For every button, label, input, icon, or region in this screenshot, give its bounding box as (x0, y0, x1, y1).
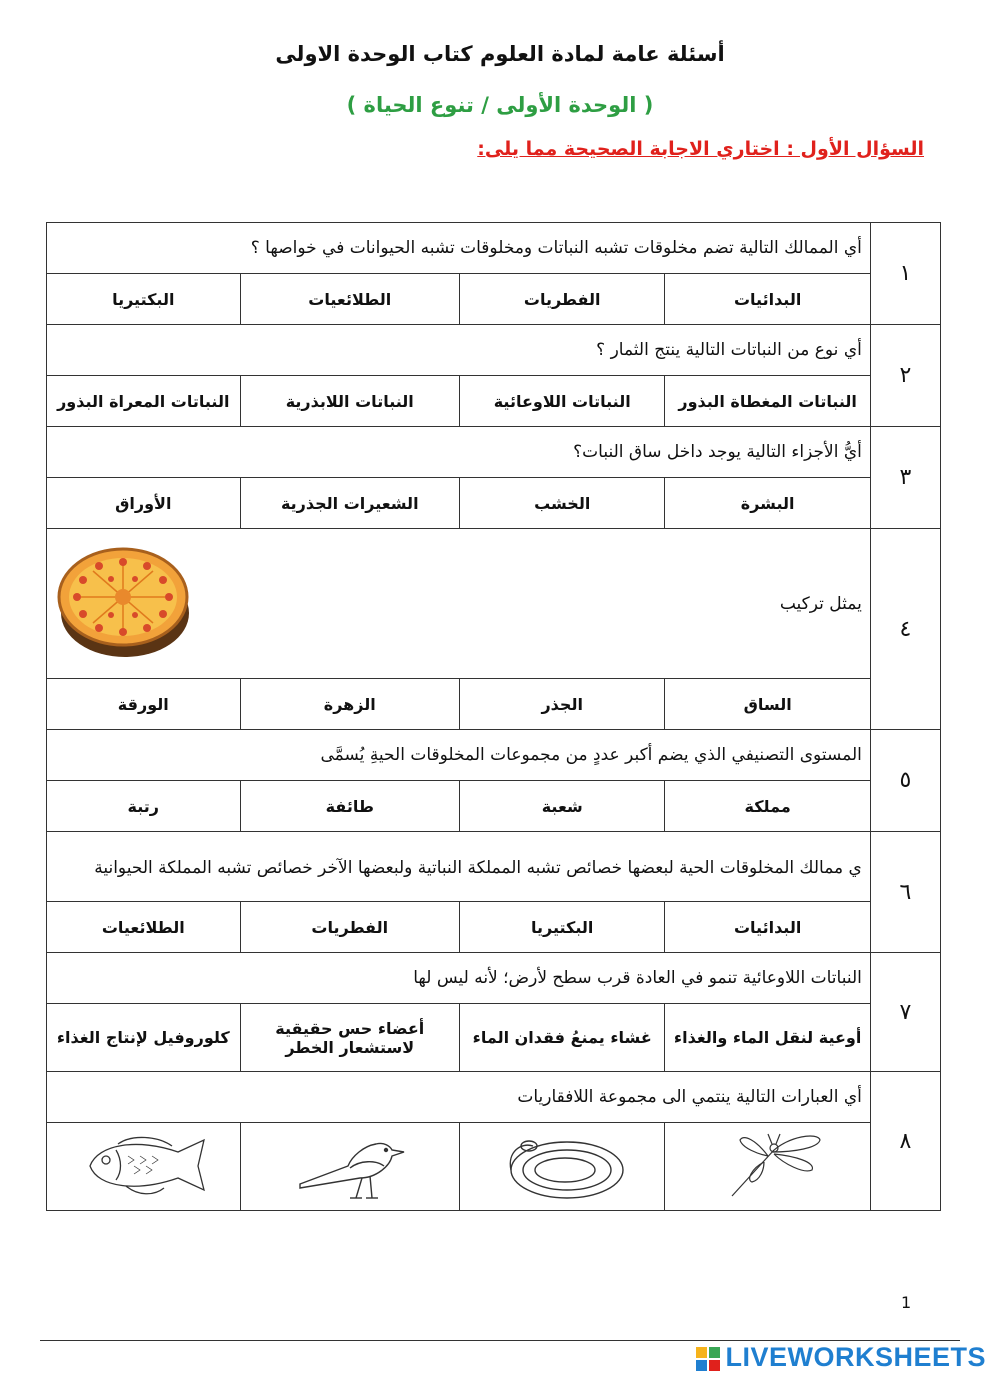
brand-name: LIVEWORKSHEETS (725, 1342, 986, 1372)
dragonfly-image (708, 1126, 828, 1204)
question-text: المستوى التصنيفي الذي يضم أكبر عددٍ من مجموعات المخلوقات الحيةِ يُسمَّى (47, 730, 871, 781)
answer-option[interactable]: أعضاء حس حقيقية لاستشعار الخطر (240, 1004, 459, 1072)
answer-option[interactable]: النباتات المغطاة البذور (665, 376, 870, 427)
unit-subtitle: ( الوحدة الأولى / تنوع الحياة ) (346, 93, 654, 117)
answer-option[interactable]: طائفة (240, 781, 459, 832)
answer-option[interactable]: البكتيريا (459, 902, 664, 953)
page-title: أسئلة عامة لمادة العلوم كتاب الوحدة الاولى (275, 42, 725, 66)
question-text: أي العبارات التالية ينتمي الى مجموعة اللافقاريات (47, 1072, 871, 1123)
question-text: ي ممالك المخلوقات الحية لبعضها خصائص تشبه المملكة النباتية ولبعضها الآخر خصائص تشبه المملكة الحيوانية (47, 832, 871, 902)
question-number: ٣ (870, 427, 940, 529)
question-text: يمثل تركيب (779, 593, 862, 614)
answer-option[interactable]: الفطريات (459, 274, 664, 325)
bird-image (280, 1126, 420, 1204)
answer-option[interactable]: الطلائعيات (47, 902, 241, 953)
answer-option[interactable]: مملكة (665, 781, 870, 832)
answer-option[interactable]: البدائيات (665, 274, 870, 325)
question-number: ٥ (870, 730, 940, 832)
answer-option[interactable]: البكتيريا (47, 274, 241, 325)
question-text: أي نوع من النباتات التالية ينتج الثمار ؟ (47, 325, 871, 376)
answer-option[interactable]: الفطريات (240, 902, 459, 953)
answer-option[interactable]: الأوراق (47, 478, 241, 529)
question-number: ١ (870, 223, 940, 325)
answer-option-insect[interactable] (665, 1123, 870, 1211)
question-text: النباتات اللاوعائية تنمو في العادة قرب سطح لأرض؛ لأنه ليس لها (47, 953, 871, 1004)
snake-image (487, 1126, 637, 1204)
answer-option[interactable]: البدائيات (665, 902, 870, 953)
question-text: أي الممالك التالية تضم مخلوقات تشبه النباتات ومخلوقات تشبه الحيوانات في خواصها ؟ (47, 223, 871, 274)
answer-option[interactable]: شعبة (459, 781, 664, 832)
question-heading: السؤال الأول : اختاري الاجابة الصحيحة مما يلى: (477, 138, 924, 160)
answer-option[interactable]: الخشب (459, 478, 664, 529)
answer-option[interactable]: الورقة (47, 679, 241, 730)
quiz-table (46, 222, 941, 1211)
answer-option[interactable]: الشعيرات الجذرية (240, 478, 459, 529)
answer-option[interactable]: الطلائعيات (240, 274, 459, 325)
question-number: ٦ (870, 832, 940, 953)
answer-option[interactable]: الساق (665, 679, 870, 730)
question-cell (47, 529, 871, 679)
answer-option[interactable]: الزهرة (240, 679, 459, 730)
brand-footer[interactable] (695, 1342, 986, 1373)
answer-option[interactable]: النباتات اللاوعائية (459, 376, 664, 427)
question-number: ٨ (870, 1072, 940, 1211)
question-number: ٢ (870, 325, 940, 427)
stem-cross-section-image (53, 535, 193, 665)
answer-option[interactable]: البشرة (665, 478, 870, 529)
answer-option[interactable]: رتبة (47, 781, 241, 832)
answer-option[interactable]: النباتات اللابذرية (240, 376, 459, 427)
answer-option[interactable]: أوعية لنقل الماء والغذاء (665, 1004, 870, 1072)
answer-option[interactable]: غشاء يمنعُ فقدان الماء (459, 1004, 664, 1072)
answer-option-bird[interactable] (240, 1123, 459, 1211)
question-number: ٤ (870, 529, 940, 730)
answer-option[interactable]: الجذر (459, 679, 664, 730)
question-number: ٧ (870, 953, 940, 1072)
page-number: 1 (901, 1293, 912, 1312)
answer-option-fish[interactable] (47, 1123, 241, 1211)
answer-option[interactable]: كلوروفيل لإنتاج الغذاء (47, 1004, 241, 1072)
answer-option[interactable]: النباتات المعراة البذور (47, 376, 241, 427)
question-text: أيُّ الأجزاء التالية يوجد داخل ساق النبات؟ (47, 427, 871, 478)
footer-divider (40, 1340, 960, 1341)
fish-image (68, 1126, 218, 1204)
answer-option-snake[interactable] (459, 1123, 664, 1211)
liveworksheets-logo-icon (695, 1346, 721, 1372)
